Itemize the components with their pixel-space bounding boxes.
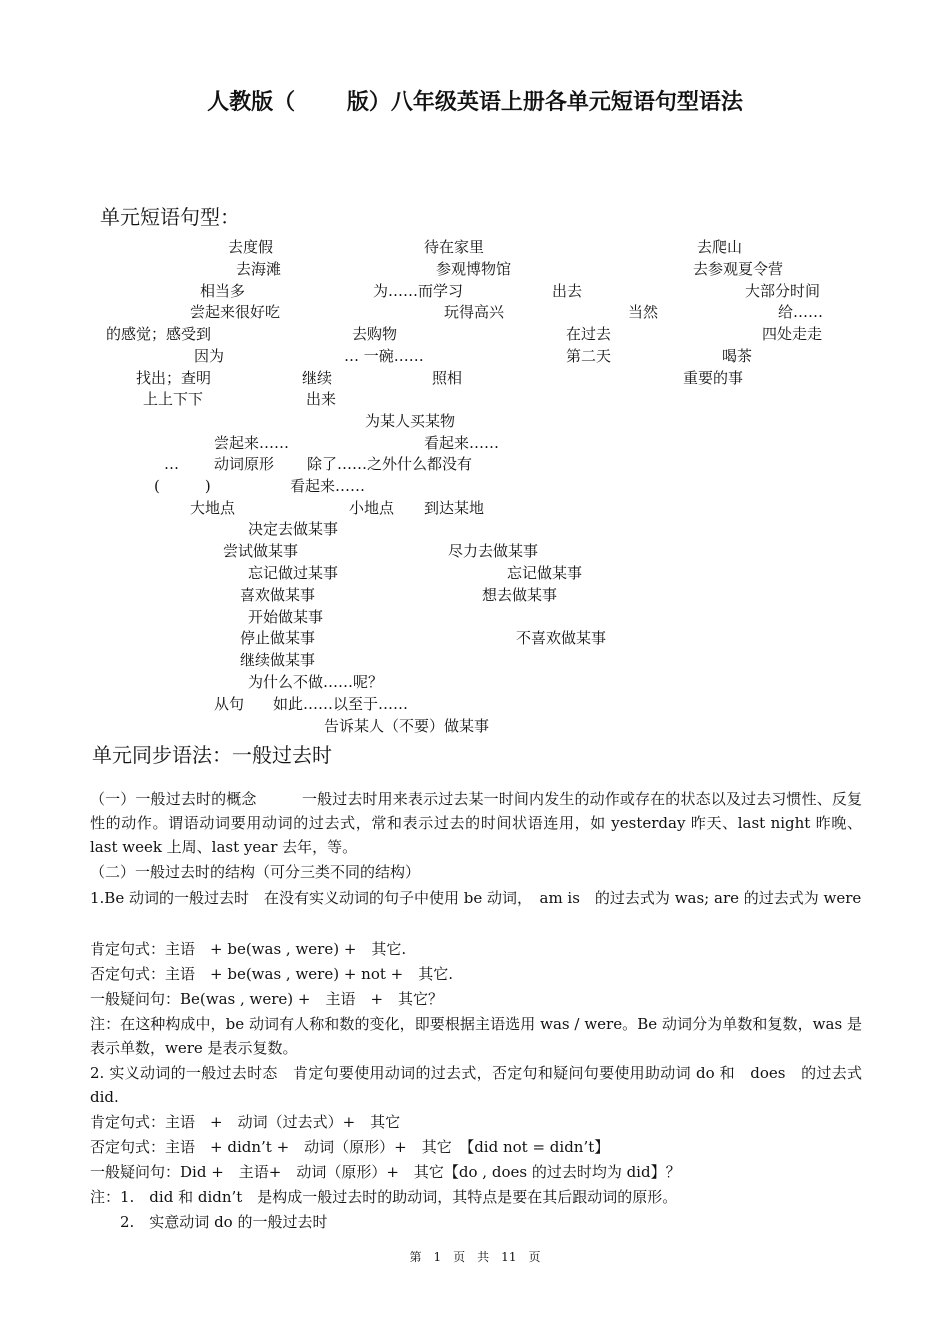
phrase: ( ) xyxy=(154,477,211,495)
phrase: 尝起来…… xyxy=(214,434,290,452)
page-footer: 第 1 页 共 11 页 xyxy=(409,1250,541,1264)
phrases-heading: 单元短语句型： xyxy=(100,205,240,229)
phrase: 参观博物馆 xyxy=(436,260,512,278)
grammar-paragraph: 1.Be 动词的一般过去时 在没有实义动词的句子中使用 be 动词， am is 的过去式为 was; are 的过去式为 were xyxy=(90,889,862,907)
phrase: 如此……以至于…… xyxy=(273,695,409,713)
document-title: 人教版（ 版）八年级英语上册各单元短语句型语法 xyxy=(207,89,743,115)
phrase: 玩得高兴 xyxy=(444,303,505,321)
phrase: 四处走走 xyxy=(762,325,823,343)
phrase: 照相 xyxy=(432,369,463,387)
phrase: 去度假 xyxy=(228,238,274,256)
phrase: … xyxy=(164,455,179,473)
grammar-paragraph: 2. 实义动词的一般过去时态 肯定句要使用动词的过去式，否定句和疑问句要使用助动词 do 和 does 的过去式 did. xyxy=(90,1064,878,1106)
grammar-paragraph: （二）一般过去时的结构（可分三类不同的结构） xyxy=(90,863,421,881)
phrase: 尝起来很好吃 xyxy=(190,303,281,321)
phrase: 继续做某事 xyxy=(240,651,316,669)
phrase: … 一碗…… xyxy=(344,347,424,365)
phrase: 到达某地 xyxy=(424,499,485,517)
phrase: 动词原形 xyxy=(214,455,275,473)
phrase: 继续 xyxy=(302,369,333,387)
grammar-paragraph: 注：1. did 和 didn’t 是构成一般过去时的助动词，其特点是要在其后跟动词的原形。 xyxy=(90,1188,678,1206)
phrase: 想去做某事 xyxy=(482,586,558,604)
phrase: 忘记做过某事 xyxy=(248,564,339,582)
phrase: 上上下下 xyxy=(143,390,204,408)
phrase: 待在家里 xyxy=(424,238,485,256)
grammar-heading: 单元同步语法：一般过去时 xyxy=(92,743,332,767)
phrase: 为某人买某物 xyxy=(365,412,456,430)
phrase: 停止做某事 xyxy=(240,629,316,647)
grammar-paragraph: 注：在这种构成中，be 动词有人称和数的变化，即要根据主语选用 was / were。Be 动词分为单数和复数，was 是表示单数，were 是表示复数。 xyxy=(90,1015,862,1057)
grammar-paragraph: 否定句式：主语 + be(was , were) + not + 其它. xyxy=(90,965,453,983)
phrase: 开始做某事 xyxy=(248,608,324,626)
phrase: 找出；查明 xyxy=(136,369,212,387)
phrase: 看起来…… xyxy=(424,434,500,452)
phrase: 当然 xyxy=(628,303,659,321)
grammar-paragraph: （一）一般过去时的概念 一般过去时用来表示过去某一时间内发生的动作或存在的状态以及过去习惯性、反复性的动作。谓语动词要用动词的过去式，常和表示过去的时间状语连用，如 yesterday 昨天、last night 昨晚、last week 上周、last year 去年，等。 xyxy=(90,790,862,856)
grammar-paragraph: 一般疑问句：Did + 主语+ 动词（原形）+ 其它【do , does 的过去时均为 did】？ xyxy=(90,1163,681,1181)
grammar-paragraph: 否定句式：主语 + didn’t + 动词（原形）+ 其它 【did not = didn’t】 xyxy=(90,1138,610,1156)
phrase: 决定去做某事 xyxy=(248,520,339,538)
phrase: 去购物 xyxy=(352,325,398,343)
phrase: 尽力去做某事 xyxy=(448,542,539,560)
phrase: 为……而学习 xyxy=(373,282,464,300)
grammar-paragraph: 2. 实意动词 do 的一般过去时 xyxy=(90,1213,328,1231)
phrase: 不喜欢做某事 xyxy=(516,629,607,647)
grammar-paragraph: 肯定句式：主语 + be(was , were) + 其它. xyxy=(90,940,407,958)
grammar-paragraph: 一般疑问句：Be(was , were) + 主语 + 其它？ xyxy=(90,990,444,1008)
phrase: 尝试做某事 xyxy=(223,542,299,560)
phrase: 从句 xyxy=(214,695,245,713)
phrase: 去海滩 xyxy=(236,260,282,278)
phrase: 第二天 xyxy=(566,347,612,365)
phrase: 重要的事 xyxy=(683,369,744,387)
phrase: 小地点 xyxy=(349,499,395,517)
phrase: 喜欢做某事 xyxy=(240,586,316,604)
phrase: 去爬山 xyxy=(697,238,743,256)
phrase: 告诉某人（不要）做某事 xyxy=(324,717,490,735)
phrase: 除了……之外什么都没有 xyxy=(307,455,473,473)
phrase: 的感觉；感受到 xyxy=(106,325,212,343)
phrase: 大地点 xyxy=(190,499,236,517)
phrase: 大部分时间 xyxy=(745,282,821,300)
grammar-paragraph: 肯定句式：主语 + 动词（过去式）+ 其它 xyxy=(90,1113,401,1131)
phrase: 出去 xyxy=(552,282,583,300)
phrase: 去参观夏令营 xyxy=(693,260,784,278)
phrase: 因为 xyxy=(194,347,225,365)
phrase: 忘记做某事 xyxy=(507,564,583,582)
phrase: 出来 xyxy=(306,390,337,408)
phrase: 给…… xyxy=(778,303,824,321)
phrase: 喝茶 xyxy=(722,347,753,365)
phrase: 相当多 xyxy=(200,282,246,300)
phrase: 看起来…… xyxy=(290,477,366,495)
phrase: 为什么不做……呢？ xyxy=(248,673,384,691)
phrase: 在过去 xyxy=(566,325,612,343)
